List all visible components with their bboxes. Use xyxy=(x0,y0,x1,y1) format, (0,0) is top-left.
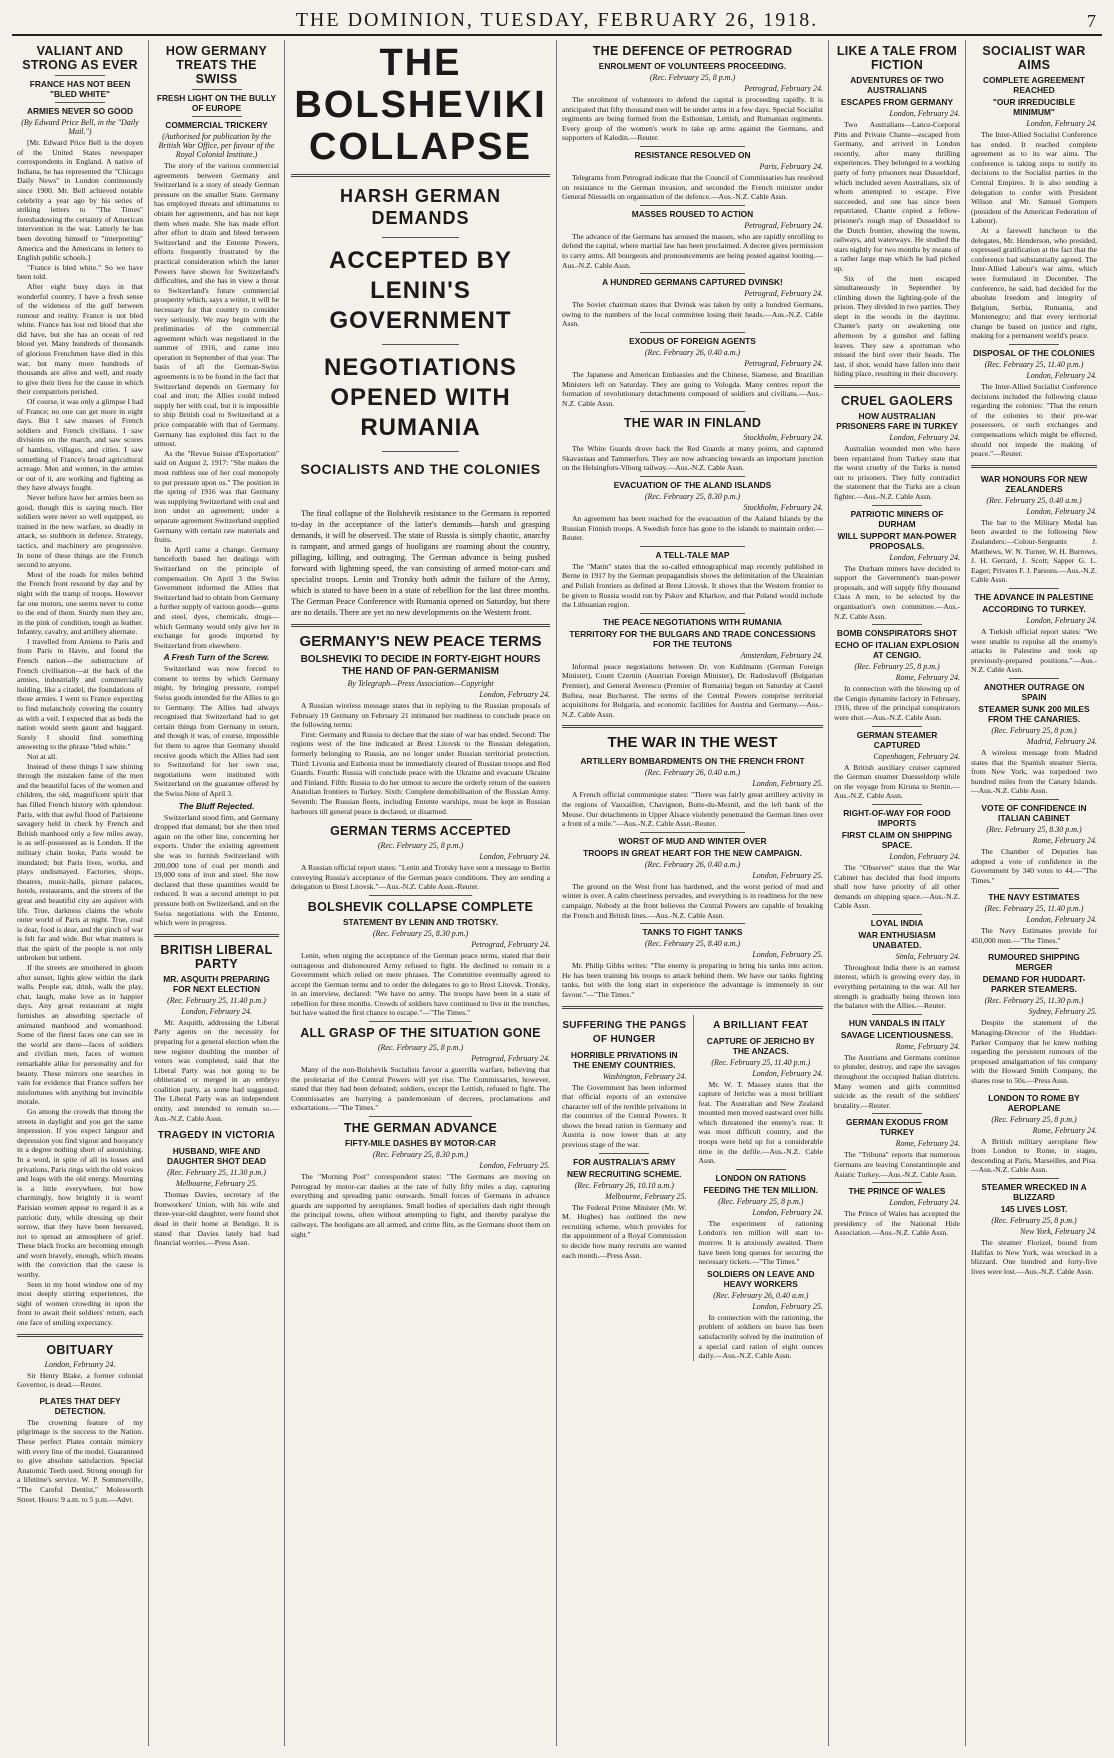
paragraph: The White Guards drove back the Red Guards at many points, and captured Skavastaas and Tammerfors. They are now advancing towards an important junction on the Helsingfors-Viborg railway.—Aus.-N.Z. Cable Assn. xyxy=(562,444,823,473)
subheadline: LONDON ON RATIONS xyxy=(715,1172,807,1183)
dateline: Petrograd, February 24. xyxy=(744,84,823,93)
paragraph: A British military aeroplane flew from London to Rome, in stages, descending at Paris, Marseilles, and Pisa.—Aus.-N.Z. Cable Assn. xyxy=(971,1136,1097,1175)
paragraph: The Inter-Allied Socialist Conference has ended. It reached complete agreement as to its war aims. The conference is taking steps to notify its decisions to the Socialist parties in the Central Empires. It is also sending a delegation to confer with President Wilson and Mr. Samuel Gompers (president of the American Federation of Labour). xyxy=(971,130,1097,226)
dateline: (Rec. February 25, 8.30 p.m.) xyxy=(372,928,469,938)
paragraph: The "Observer" states that the War Cabinet has decided that food imports shall now have priority of all other demands on shipping space.—Aus.-N.Z. Cable Assn. xyxy=(834,862,960,911)
subheadline: THE ADVANCE IN PALESTINE xyxy=(974,591,1094,602)
subheadline: LOYAL INDIA xyxy=(870,917,924,928)
subheadline: A HUNDRED GERMANS CAPTURED DVINSK! xyxy=(602,277,783,288)
dateline: (Rec. February 25, 11.40 p.m.) xyxy=(984,904,1084,914)
paragraph: The advance of the Germans has aroused the masses, who are rapidly enrolling to defend the capital, where martial law has been proclaimed. A decree gives permission to carry arms. All bourgeois and pronouncements are being posted against looting.—Aus.-N.Z. Cable Assn. xyxy=(562,231,823,270)
dateline: London, February 24. xyxy=(1026,119,1097,128)
subheadline: HORRIBLE PRIVATIONS IN THE ENEMY COUNTRIES. xyxy=(570,1049,678,1070)
dateline: London, February 24. xyxy=(889,433,960,443)
dateline: Petrograd, February 24. xyxy=(471,939,550,949)
subheadline: STEAMER SUNK 200 MILES FROM THE CANARIES. xyxy=(978,703,1090,724)
headline: HOW GERMANY TREATS THE SWISS xyxy=(165,44,268,86)
dateline: London, February 24. xyxy=(1026,506,1097,516)
subheadline: THE NAVY ESTIMATES xyxy=(988,892,1080,903)
subheadline: FRESH LIGHT ON THE BULLY OF EUROPE xyxy=(156,93,277,113)
paragraph: A wireless message from Madrid states that the Spanish steamer Sierra, from New York, was torpedoed two hundred miles from the Canary Islands.—Aus.-N.Z. Cable Assn. xyxy=(971,747,1097,796)
dateline: Amsterdam, February 24. xyxy=(740,650,823,660)
paragraph: First: Germany and Russia to declare that the state of war has ended. Second: The regions west of the line indicated at Brest Litovsk to the Russian delegation, formerly belonging to Russia, are no longer under Russian territorial protection. Third: Livonia and Esthonia must be immediately cleared of Russian troops and Red Guards. Fourth: Russia will conclude peace with the Ukraine and evacuate Ukraine and Finland. Fifth: Russia to do her utmost to secure the orderly return of the eastern Anatolian frontiers to Turkey. Sixth: Complete demobilisation of the Russian Army. Seventh: The Russian fleets, including Entente warships, must be kept in Russian harbours till general peace is declared, or disarmed. xyxy=(291,729,550,816)
paragraph: The Austrians and Germans continue to plunder, destroy, and rape the savages throughout the occupied Italian districts. Many women and girls committed suicide as the result of the soldiers' brutality.—Reuter. xyxy=(834,1052,960,1110)
dateline: (Rec. February 25, 8 p.m.) xyxy=(991,1216,1077,1225)
paragraph: Informal peace negotiations between Dr. von Kuhlmann (German Foreign Minister), Count Czernin (Austrian Foreign Minister), Dr. Radoslavoff (Bulgarian Premier), and General Averescu (Premier of Rumania) began on Saturday at Castel Buftea, near Bucharest. The terms of the Central Powers comprise territorial acquisitions for Bulgaria, and economic facilities for Austria and Germany.—Aus.-N.Z. Cable Assn. xyxy=(562,661,823,719)
dateline: London, February 25. xyxy=(752,779,823,789)
paragraph: The Inter-Allied Socialist Conference decisions included the following clause regarding the colonies: "That the return of the colonies to their pre-war possessors, or such exchanges and compensations which might be effected, should not impede the making of peace."—Reuter. xyxy=(971,382,1097,459)
paragraph: Despite the statement of the Managing-Director of the Huddart-Parker Company that he knew nothing regarding the persistent rumours of the proposed amalgamation of his company with the Howard Smith Company, the shares rose to 50s.—Press Assn. xyxy=(971,1018,1097,1086)
paragraph: A Russian wireless message states that in replying to the Russian proposals of February 19 Germany on February 21 intimated her readiness to conclude peace on the following terms: xyxy=(291,701,550,730)
paragraph: The Federal Prime Minister (Mr. W. M. Hughes) has outlined the new recruiting scheme, which provides for the appointment of a Royal Commission to decide how many recruits are wanted each month.—Press Assn. xyxy=(562,1202,687,1260)
subheadline: DEMAND FOR HUDDART-PARKER STEAMERS. xyxy=(982,974,1086,995)
dateline: Simla, February 24. xyxy=(895,951,960,961)
banner-subheadline: HARSH GERMAN DEMANDS xyxy=(339,186,501,228)
subheadline: THE PEACE NEGOTIATIONS WITH RUMANIA xyxy=(603,616,782,627)
bottom-left xyxy=(562,1015,687,1361)
byline: (Authorised for publication by the British War Office, per favour of the Royal Colonial Institute.) xyxy=(158,132,275,159)
dateline: (Rec. February 25, 8 p.m.) xyxy=(991,725,1077,735)
dateline: London, February 24. xyxy=(479,852,550,862)
paragraph: In connection with the rationing, the problem of soldiers on leave has been satisfactorily solved by the institution of a special card ration of eight ounces daily.—Aus.-N.Z. Cable Assn. xyxy=(698,1312,823,1361)
headline: SOCIALIST WAR AIMS xyxy=(982,44,1086,72)
subheadline: SAVAGE LICENTIOUSNESS. xyxy=(840,1029,954,1040)
headline: LIKE A TALE FROM FICTION xyxy=(836,44,958,72)
subheadline: ARTILLERY BOMBARDMENTS ON THE FRENCH FRONT xyxy=(580,756,805,767)
paragraph: Many of the non-Bolshevik Socialists favour a guerrilla warfare, believing that the proletariat of the Central Powers will yet rise. The Commissaries, however, stated that they had been defeated; soldiers, except the Lettish, refused to fight. The Commissaries are hurrying a pandemonium of decrees, proclamations and exhortations.—"The Times." xyxy=(291,1065,550,1113)
bolsheviki-feature xyxy=(284,40,556,1746)
subheadline: THE HAND OF PAN-GERMANISM xyxy=(341,666,500,677)
article-tragedy xyxy=(154,1129,279,1248)
headline: TRAGEDY IN VICTORIA xyxy=(157,1130,276,1142)
masthead xyxy=(12,6,1102,36)
paragraph: The Soviet chairman states that Dvinsk was taken by only a hundred Germans, owing to the numbers of the local committee losing their heads.—Aus.-N.Z. Cable Assn. xyxy=(562,300,823,329)
dateline: Washington, February 24. xyxy=(602,1071,687,1081)
paragraph: Mr. Philip Gibbs writes: "The enemy is preparing to bring his tanks into action. He has been training his troops to attack behind them. We have our tanks fighting tanks, but with the long start in experience the advantage is immensely in our favour."—"The Times." xyxy=(562,961,823,999)
article-swiss xyxy=(154,44,279,928)
column-7 xyxy=(828,40,965,1746)
paragraph: I travelled from Amiens to Paris and from Paris to Havre, and found the French nation—the substructure of French civilisation—at the back of the armies, industrially and commercially holding, like a citadel, the foundations of those armies. I went to France expecting to find melancholy covering the country as with a veil. I expected that as beds the nation would seem gaunt and haggard. Surely I should find something answering to the phrase "bled white." xyxy=(17,636,143,752)
paragraph: Lenin, when urging the acceptance of the German peace terms, stated that their outrageous and dishonoured Army refused to fight. He declined to remain in a Government which relied on mere phrases. The Committee eventually agreed to accept the German terms and to order the delegates to go to Brest Litovsk. Trotsky, in an interview, declared: "We have no army. The troops have been in a state of rebellion for three months. Crowds of soldiers have continued to live in the trenches, but have waited the first chance to escape."—"The Times." xyxy=(291,950,550,1018)
dateline: (Rec. February 25, 8 p.m.) xyxy=(991,1114,1077,1124)
byline: (By Edward Price Bell, in the "Daily Mail.") xyxy=(21,118,139,136)
subheadline: MR. ASQUITH PREPARING FOR NEXT ELECTION xyxy=(163,973,270,994)
dateline: Petrograd, February 24. xyxy=(744,220,823,230)
paragraph: In connection with the blowing up of the Cengio dynamite factory in February, 1916, three of the principal conspirators were shot.—Aus.-N.Z. Cable Assn. xyxy=(834,684,960,722)
paragraph: The Chamber of Deputies has adopted a vote of confidence in the Government by 340 votes to 44.—"The Times." xyxy=(971,846,1097,885)
dateline: (Rec. February 25, 11.40 p.m.) xyxy=(711,1057,811,1067)
paragraph: Six of the men escaped simultaneously in September by climbing down the lighting-pole of the prison. They divided in two parties. They slept in the woods in the daytime. Chante's party on awakening one afternoon by a gunshot and falling leaves. They saw a sportsman who missed the bird over their heads. The last, if shot, would have fallen into their hiding place, resulting in their discovery. xyxy=(834,273,960,379)
banner-headline: THE BOLSHEVIKI COLLAPSE xyxy=(294,42,547,168)
dateline: London, February 24. xyxy=(889,552,960,562)
paragraph: The "Tribuna" reports that numerous Germans are leaving Constantinople and Asiatic Turkey.—Aus.-N.Z. Cable Assn. xyxy=(834,1150,960,1179)
dateline: (Rec. February 25, 8 p.m.) xyxy=(718,1196,804,1206)
headline: ALL GRASP OF THE SITUATION GONE xyxy=(300,1026,541,1041)
subheadline: GERMAN STEAMER CAPTURED xyxy=(856,729,938,750)
paragraph: As the "Revue Suisse d'Exportation" said on August 2, 1917: "She makes the most ruthless use of her coal monopoly to put pressure upon us." The position in the spring of 1916 was that Germany was supplying Switzerland with coal and iron under an agreement; under a separate agreement Switzerland supplied Germany with certain raw materials and fruits. xyxy=(154,448,279,545)
paragraph: Never before have her armies been so good, though this is saying much. Her soldiers were never so well equipped, so trained in the new warfare, so deadly in attack, so stubborn in defence. Strategy, tactics, and machinery are progressive. In none of these things are the French second to anyone. xyxy=(17,492,143,570)
dateline: (Rec. February 25, 11.40 p.m.) xyxy=(984,360,1084,370)
dateline: Petrograd, February 24. xyxy=(744,358,823,368)
paragraph: "France is bled white." So we have been told. xyxy=(17,262,143,282)
subheadline: BOMB CONSPIRATORS SHOT xyxy=(836,628,958,639)
dateline: (Rec. February 26, 0.40 a.m.) xyxy=(644,768,741,778)
byline: By Telegraph—Press Association—Copyright xyxy=(347,679,494,688)
subheadline: RIGHT-OF-WAY FOR FOOD IMPORTS xyxy=(843,807,951,828)
subheadline: PATRIOTIC MINERS OF DURHAM xyxy=(850,508,944,529)
subheadline: GERMAN EXODUS FROM TURKEY xyxy=(846,1117,948,1138)
subheadline: HUN VANDALS IN ITALY xyxy=(848,1017,946,1028)
dateline: London, February 25. xyxy=(752,950,823,960)
article-liberal-party xyxy=(154,943,279,1124)
article-valiant xyxy=(17,44,143,1328)
headline: THE DEFENCE OF PETROGRAD xyxy=(592,44,793,58)
subheadline: ARMIES NEVER SO GOOD xyxy=(26,106,134,116)
subheadline: ENROLMENT OF VOLUNTEERS PROCEEDING. xyxy=(598,61,787,71)
subheadline: COMMERCIAL TRICKERY xyxy=(165,120,268,130)
bottom-right xyxy=(693,1015,824,1361)
dateline: London, February 24. xyxy=(752,1068,823,1078)
subheadline: WILL SUPPORT MAN-POWER PROPOSALS. xyxy=(837,530,957,551)
headline: BRITISH LIBERAL PARTY xyxy=(160,942,273,971)
dateline: Rome, February 24. xyxy=(895,673,960,683)
paragraph: The ground on the West front has hardened, and the worst period of mud and winter is over. A calm cheeriness pervades, and everything is in readiness for the new campaign. Nobody at the front believes the Central Powers are capable of breaking the French and British lines.—Aus.-N.Z. Cable Assn. xyxy=(562,881,823,920)
paragraph: Australian wounded men who have been repatriated from Turkey state that the worst cruelty of the Turks is meted out to prisoners. They fully contradict the statement that the Turks are a clean fighter.—Aus.-N.Z. Cable Assn. xyxy=(834,444,960,501)
dateline: (Rec. February 25, 8 p.m.) xyxy=(377,841,464,851)
dateline: London, February 24. xyxy=(889,109,960,118)
subheadline: ADVENTURES OF TWO AUSTRALIANS xyxy=(850,75,944,95)
headline: GERMANY'S NEW PEACE TERMS xyxy=(299,633,542,650)
subheadline: 145 LIVES LOST. xyxy=(1000,1204,1068,1214)
banner-subheadline: NEGOTIATIONS OPENED WITH RUMANIA xyxy=(324,354,517,441)
dateline: New York, February 24. xyxy=(1020,1227,1097,1236)
subheadline: ECHO OF ITALIAN EXPLOSION AT CENGIO. xyxy=(834,640,960,661)
paragraph: Throughout India there is an earnest interest, which is growing every day, in everything pertaining to the war. All her strength is gradually being thrown into the balance with the Allies.—Reuter. xyxy=(834,962,960,1011)
dateline: Petrograd, February 24. xyxy=(744,289,823,299)
banner-subheadline: ACCEPTED BY LENIN'S GOVERNMENT xyxy=(328,247,513,334)
paragraph: The Navy Estimates provide for 450,000 men.—"The Times." xyxy=(971,926,1097,945)
advertisement-plates xyxy=(17,1396,143,1504)
subheadline: EXODUS OF FOREIGN AGENTS xyxy=(629,335,756,346)
headline: SUFFERING THE PANGS OF HUNGER xyxy=(562,1019,687,1045)
subheadline: FEEDING THE TEN MILLION. xyxy=(703,1184,818,1195)
dateline: (Rec. February 26, 0.40 a.m.) xyxy=(644,859,741,869)
paragraph: The steamer Florizel, bound from Halifax to New York, was wrecked in a blizzard. One hundred and forty-five lives were lost.—Aus.-N.Z. Cable Assn. xyxy=(971,1238,1097,1276)
paragraph: The story of the various commercial agreements between Germany and Switzerland is a story of steady German pressure on the smaller State. Germany has employed threats and ultimatums to obtain her agreements, and has not kept them when made. She has made effort after effort to drain and bleed between Switzerland and the Entente Powers, efforts frequently frustrated by the practical consideration which the latter Powers have shown for Switzerland's difficulties, and she has in view a threat to Switzerland's future commercial prosperity which, says a writer, it will be necessary for that country to consider very seriously. We may begin with the preliminaries of the commercial agreement which was negotiated in the summer of 1916, and came into operation in September of that year. The basis of all the German-Swiss agreements is to be found in the fact that Switzerland depends on Germany for coal and iron; the Allies could indeed supply her with coal, but it is impossible to ship British coal to Switzerland at a price comparable with that of Germany. Germany has exploited this fact to the utmost. xyxy=(154,161,279,449)
paragraph: A British auxiliary cruiser captured the German steamer Duesseldorp while on the voyage from Kiruna to Stettin.—Aus.-N.Z. Cable Assn. xyxy=(834,762,960,801)
paragraph: Switzerland stood firm, and Germany dropped that demand; but she then tried again on the other line, concerning her exports. Under the existing agreement she was to furnish Switzerland with 200,000 tons of coal per month and 19,000 tons of iron and steel. She now declared that these quantities would be reduced. It was a second attempt to put pressure both on Switzerland, and on the Swiss negotiations with the Entente, which were in progress. xyxy=(154,812,279,928)
paragraph: Most of the roads for miles behind the French front resound by day and by night with the tramp of troops. However far one motors, one seems never to come to the end of them. Sturdy men they are, in the pink of condition, tough as leather. Infantry, cavalry, and artillery alternate. xyxy=(17,569,143,637)
subheadline: ACCORDING TO TURKEY. xyxy=(982,603,1086,614)
headline: OBITUARY xyxy=(46,1342,114,1357)
dateline: Melbourne, February 25. xyxy=(605,1191,687,1201)
paragraph: Seen in my hotel window one of my most deeply stirring experiences, the sight of women crowding in upon the front to await their soldiers' return, each one face of smiling expectancy. xyxy=(17,1279,143,1328)
paragraph: The Prince of Wales has accepted the presidency of the National Hide Association.—Aus.-N.Z. Cable Assn. xyxy=(834,1209,960,1238)
banner-subheadline: SOCIALISTS AND THE COLONIES xyxy=(300,461,541,477)
subheadline: ESCAPES FROM GERMANY xyxy=(840,97,954,107)
headline: THE WAR IN THE WEST xyxy=(607,734,778,752)
dateline: Stockholm, February 24. xyxy=(743,433,823,443)
dateline: (Rec. February 25, 11.30 p.m.) xyxy=(984,996,1084,1006)
paragraph: Mr. W. T. Massey states that the capture of Jericho was a most brilliant feat. The Australian and New Zealand mounted men moved eastward over hills which threatened the enemy's rear. It was most difficult country, and the troops were held up for a considerable time in the defile.—Aus.-N.Z. Cable Assn. xyxy=(698,1079,823,1166)
paragraph: An agreement has been reached for the evacuation of the Aaland Islands by the Russian Finnish troops. A Swedish force has gone to the islands to maintain order.—Reuter. xyxy=(562,514,823,543)
dateline: (Rec. February 25, 8 p.m.) xyxy=(854,662,940,672)
paragraph: The Durham miners have decided to support the Government's man-power proposals, and will supply fifty thousand Class A men, to be selected by the organisation's own committee.—Aus.-N.Z. Cable Assn. xyxy=(834,563,960,621)
subheadline: FRANCE HAS NOT BEEN "BLED WHITE" xyxy=(29,79,131,99)
subheadline: BOLSHEVIKI TO DECIDE IN FORTY-EIGHT HOURS xyxy=(300,654,541,665)
paragraph: Switzerland was now forced to consent to terms by which Germany might, by bringing pressure, compel Swiss goods intended for the Allies to go to Germany. The Allies had always recognised that Switzerland had to get certain things from Germany in return, and though it was, of course, impossible for them to agree that Germany should receive goods which the Allies had sent to Switzerland for her own use, negotiations were instituted with Switzerland on the guarantee offered by the Swiss Note of April 3. xyxy=(154,664,279,798)
paragraph: The Japanese and American Embassies and the Chinese, Siamese, and Brazilian Ministers left on Saturday. They are going to Vologda. Many centres report the formation of revolutionary detachments composed of soldiers and civilians.—Aus.-N.Z. Cable Assn. xyxy=(562,369,823,408)
subheadline: STATEMENT BY LENIN AND TROTSKY. xyxy=(342,916,499,927)
paragraph: After eight busy days in that wonderful country, I have a fresh sense of the wideness of the gulf between rumour and reality. France is not bled white. France has lost red blood that she did have, but she has an ocean of red blood yet. Many hundreds of thousands of glorious Frenchmen have died in this war, but many more hundreds of thousands are alive and well, and ready to give their lives for the cause in which their compatriots perished. xyxy=(17,281,143,397)
subheadline: WORST OF MUD AND WINTER OVER xyxy=(618,835,767,846)
subheadline: TERRITORY FOR THE BULGARS AND TRADE CONCESSIONS FOR THE TEUTONS xyxy=(569,628,816,649)
column-5-6 xyxy=(556,40,828,1746)
paragraph: Thomas Davies, secretary of the Ironworkers' Union, with his wife and three-year-old daughter, were found shot dead in their home at Bendigo. It is stated that Davies lately had had financial worries.—Press Assn. xyxy=(154,1190,279,1248)
subheadline: FIFTY-MILE DASHES BY MOTOR-CAR xyxy=(345,1138,496,1149)
paragraph: A Turkish official report states: "We were unable to repulse all the enemy's attacks in Palestine and took up previously-prepared positions."—Aus.-N.Z. Cable Assn. xyxy=(971,626,1097,675)
dateline: Rome, February 24. xyxy=(1032,1125,1097,1135)
headline: A BRILLIANT FEAT xyxy=(713,1019,809,1031)
paragraph: In April came a change. Germany henceforth based her dealings with Switzerland on the principle of compensation. On April 3 the Swiss Government informed the Allies that Switzerland had to obtain from Germany a further supply of various goods—gums and steel, dyes, chemicals, drugs—which Germany would only give her in exchange for goods imported by Switzerland from elsewhere. xyxy=(154,544,279,650)
ad-headline: PLATES THAT DEFY DETECTION. xyxy=(39,1395,121,1416)
paragraph: Of course, it was only a glimpse I had of France; no one can get more in eight days. But I saw masses of French soldiers and French civilians. I saw divisions on the march, and saw scores of hamlets, villages, and cities. I saw something of France's broad agricultural acreage. Men and women, in the armies or out of it, are working and fighting as they have always fought. xyxy=(17,397,143,493)
column-1 xyxy=(12,40,148,1746)
headline: BOLSHEVIK COLLAPSE COMPLETE xyxy=(307,899,534,914)
dateline: (Rec. February 25, 8.40 a.m.) xyxy=(644,939,741,949)
dateline: London, February 24. xyxy=(44,1359,116,1369)
dateline: (Rec. February 26, 0.40 a.m.) xyxy=(644,347,741,357)
column-8 xyxy=(965,40,1102,1746)
subheadline: COMPLETE AGREEMENT REACHED xyxy=(982,75,1086,95)
paragraph: A French official communique states: "There was fairly great artillery activity in the regions of Vauxaillon, Chavignon, Butte-du-Mesnil, and the left bank of the Meuse. Our detachments in Upper Alsace violently penetrated the German lines over a front of a mile."—Aus.-N.Z. Cable Assn.-Reuter. xyxy=(562,790,823,829)
dateline: London, February 24. xyxy=(752,1207,823,1217)
dateline: Rome, February 24. xyxy=(895,1041,960,1051)
subheadline: TANKS TO FIGHT TANKS xyxy=(642,927,743,938)
dateline: London, February 25. xyxy=(752,1301,823,1311)
paragraph: Go among the crowds that throng the streets in daylight and you get the same impression. If you expect languor and depression you find vigour and buoyancy in a degree nothing short of astonishing. In a word, in spite of all its losses and privations, Paris rings with the old voices and leaps with the old energy. Mourning is a little everywhere, but how charmingly, how brightly it is worn! Parisian women appear to regard it as a patriotic duty, while dressing up their sorrow, that they have been bereaved, not to spread an atmosphere of grief. These black frocks are becoming enough and worn bravely, enough, which means with the conviction that the cause is worthy. xyxy=(17,1106,143,1280)
dateline: London, February 24. xyxy=(889,1198,960,1208)
dateline: (Rec. February 26, 10.10 a.m.) xyxy=(574,1180,674,1190)
dateline: London, February 25. xyxy=(479,1161,550,1171)
paragraph: Instead of these things I saw shining through the mistaken fame of the men and the beautiful faces of the women and children, the old, magnificent spirit that has filled French history with splendour. Paris, with that awful flood of Parisienne savagery held in check by French and British manhood only a few miles away, is as self-possessed as is London. If the military chain broke, Paris would be inundated; but Paris lives, works, and plays undismayed. Factories, shops, theatres, music-halls, picture palaces, hotels, restaurants, and the streets of the great and beautiful city are aquiver with life. True, darkness claims the whole outer world of Paris at night. True, coal is dear, food is dear, and the pinch of war is felt far and wide. But what matters is that the spirit of the people is not only unbroken but unbent. xyxy=(17,761,143,963)
dateline: (Rec. February 25, 8.30 p.m.) xyxy=(644,492,741,502)
column-2 xyxy=(148,40,284,1746)
dateline: (Rec. February 25, 8.30 p.m.) xyxy=(986,824,1082,834)
subheadline: FOR AUSTRALIA'S ARMY xyxy=(573,1156,676,1167)
newspaper-title: THE DOMINION, TUESDAY, FEBRUARY 26, 1918. xyxy=(295,9,819,31)
subheadline: STEAMER WRECKED IN A BLIZZARD xyxy=(981,1182,1087,1202)
dateline: London, February 24. xyxy=(479,690,550,699)
dateline: (Rec. February 25, 8 p.m.) xyxy=(649,73,736,82)
paragraph: At a farewell luncheon to the delegates, Mr. Henderson, who presided, expressed gratification at the fact that the conference had substantially agreed. The Inter-Allied Labour's war aims, which were formulated in December. The conference, he said, had decided for the absolute freedom and integrity of Belgium, Serbia, Rumania, and Montenegro; and that every territorial change be based on justice and right, making for a permanent world's peace. xyxy=(971,225,1097,341)
article-obituary xyxy=(17,1343,143,1390)
subheadline: A TELL-TALE MAP xyxy=(655,549,730,560)
dateline: Stockholm, February 24. xyxy=(743,503,823,513)
dateline: (Rec. February 26, 0.40 a.m.) xyxy=(713,1290,809,1300)
page-number: 7 xyxy=(1087,11,1096,31)
subheadline: HOW AUSTRALIAN PRISONERS FARE IN TURKEY xyxy=(836,411,958,432)
subheadline: "OUR IRREDUCIBLE MINIMUM" xyxy=(992,97,1076,117)
dateline: Melbourne, February 25. xyxy=(175,1179,258,1189)
subheadline: EVACUATION OF THE ALAND ISLANDS xyxy=(613,480,772,491)
subheadline: VOTE OF CONFIDENCE IN ITALIAN CABINET xyxy=(981,802,1087,823)
paragraph: If the streets are smothered in gloom after sunset, lights glow within the dark walls. People eat, drink, walk the play, chat, laugh, make love as in happier days. Any great restaurant at night furnishes an absorbing spectacle of animated manhood and womanhood. Some of the finest faces one can see in the world are there—faces of soldiers and civilian men, faces of women remarkable alike for personality and for beauty. These mirrors one searches in vain for evidence that France suffers her misfortunes with anything but invincible morale. xyxy=(17,963,143,1107)
dateline: London, February 24. xyxy=(1026,615,1097,625)
paragraph: The "Matin" states that the so-called ethnographical map recently published in Berne in 1917 by the German propagandists shows the delimitation of the Ukrainian and Polish frontiers as defined at Brest Litovsk. It shows that the Western frontier to be given to Russia would run by Pskov and Kharkov, and that Poland would include the Lithuanian region. xyxy=(562,561,823,610)
subheadline: RUMOURED SHIPPING MERGER xyxy=(988,952,1080,973)
paragraph: [Mr. Edward Price Bell is the doyen of the United States newspaper correspondents in England. A native of Indiana, he has represented the "Chicago Daily News" in London continuously since 1900. Mr. Bell achieved notable celebrity a year ago by his series of striking letters to "The Times" foreshadowing the certainty of American intervention in the war. Latterly he has been devoting himself to "interpreting" America and the Americans in letters to English public schools.] xyxy=(17,138,143,263)
headline: THE WAR IN FINLAND xyxy=(623,416,762,431)
section-heading: A Fresh Turn of the Screw. xyxy=(163,652,270,663)
subheadline: CAPTURE OF JERICHO BY THE ANZACS. xyxy=(706,1035,815,1056)
dateline: Rome, February 24. xyxy=(1032,835,1097,845)
dateline: Paris, February 24. xyxy=(759,161,823,171)
bottom-split xyxy=(562,1015,823,1361)
subheadline: RESISTANCE RESOLVED ON xyxy=(634,149,751,160)
dateline: London, February 24. xyxy=(1026,915,1097,925)
subheadline: WAR ENTHUSIASM UNABATED. xyxy=(858,929,936,950)
paragraph: Telegrams from Petrograd indicate that the Council of Commissaries has resolved on resistance to the German invasion, and seconded the French minister under General Niessells on organisation of the defence.—Aus.-N.Z. Cable Assn. xyxy=(562,172,823,202)
dateline: London, February 25. xyxy=(752,870,823,880)
subheadline: FIRST CLAIM ON SHIPPING SPACE. xyxy=(841,829,953,850)
paragraph: The bar to the Military Medal has been awarded to the following New Zealanders:—Colour-Sergeants J. Matthews, W. N. Turner, W. H. Burrows, J. H. Gerrard, J. Scott; Sapper G. L. Eager; Privates F. J. Parsons.—Aus.-N.Z. Cable Assn. xyxy=(971,517,1097,585)
paragraph: The Government has been informed that official reports of an extensive character tell of the terrible privations in the countries of the Central Powers. It shows the bread ration in Germany and Austria is now lower than at any previous stage of the war. xyxy=(562,1082,687,1150)
subheadline: HUSBAND, WIFE AND DAUGHTER SHOT DEAD xyxy=(166,1146,267,1167)
section-heading: The Bluff Rejected. xyxy=(178,800,255,811)
dateline: (Rec. February 25, 11.40 p.m.) xyxy=(167,995,266,1005)
dateline: London, February 24. xyxy=(181,1006,252,1016)
dateline: Copenhagen, February 24. xyxy=(873,751,960,761)
subheadline: NEW RECRUITING SCHEME. xyxy=(567,1168,682,1179)
headline: THE GERMAN ADVANCE xyxy=(343,1121,498,1136)
dateline: (Rec. February 25, 8.30 p.m.) xyxy=(372,1150,469,1160)
subheadline: THE PRINCE OF WALES xyxy=(848,1186,946,1197)
paragraph: Mr. Asquith, addressing the Liberal Party agents on the necessity for preparing for a general election when the new register doubling the number of voters was completed, said that the Liberal Party was not going to be obliterated or merged in an embryo coalition party, as some had suggested. The Liberal Party was an independent entity, and intended to remain so.—Aus.-N.Z. Cable Assn. xyxy=(154,1017,279,1123)
dateline: Rome, February 24. xyxy=(895,1139,960,1149)
headline: CRUEL GAOLERS xyxy=(840,394,953,409)
headline: GERMAN TERMS ACCEPTED xyxy=(330,824,511,839)
subheadline: TROOPS IN GREAT HEART FOR THE NEW CAMPAIGN. xyxy=(583,847,802,858)
paragraph: The experiment of rationing London's ten million will start to-morrow. It is anxiously awaited. There have been long queues for securing the necessary tickets.—"The Times." xyxy=(698,1218,823,1267)
subheadline: SOLDIERS ON LEAVE AND HEAVY WORKERS xyxy=(707,1268,815,1289)
paragraph: A Russian official report states: "Lenin and Trotsky have sent a message to Berlin conveying Russia's acceptance of the German peace conditions. They are sending a delegation to Brest Litovsk."—Aus.-N.Z. Cable Assn.-Reuter. xyxy=(291,863,550,892)
paragraph: The enrolment of volunteers to defend the capital is proceeding rapidly. It is anticipated that fifty thousand men will be under arms in a few days. Special Socialist regiments are being formed from the Esthonian, Lettish, and Rumanian regiments. Every group of the women's work to take up arms against the Germans, and supporters of Kaledin.—Reuter. xyxy=(562,95,823,143)
subheadline: LONDON TO ROME BY AEROPLANE xyxy=(988,1092,1080,1113)
dateline: Madrid, February 24. xyxy=(1026,736,1097,746)
headline: VALIANT AND STRONG AS EVER xyxy=(22,44,138,72)
dateline: (Rec. February 25, 11.30 p.m.) xyxy=(167,1168,266,1178)
dateline: London, February 24. xyxy=(1026,371,1097,381)
ad-text: The crowning feature of my pilgrimage is the success to the Nation. These perfect Plates contain mimicry with every line of the model. Guaranteed to give absolute satisfaction. Special Anatomic Teeth used. Strong enough for a lifetime's service. W. P. Sommerville, "The Careful Dentist," Molesworth Street. Hours: 9 a.m. to 5 p.m.—Advt. xyxy=(17,1417,143,1504)
subheadline: WAR HONOURS FOR NEW ZEALANDERS xyxy=(980,473,1088,494)
paragraph: Sir Henry Blake, a former colonial Governor, is dead.—Reuter. xyxy=(17,1370,143,1390)
subheadline: ANOTHER OUTRAGE ON SPAIN xyxy=(983,681,1085,702)
subheadline: MASSES ROUSED TO ACTION xyxy=(631,208,754,219)
newspaper-page xyxy=(12,6,1102,1746)
dateline: Petrograd, February 24. xyxy=(471,1054,550,1064)
dateline: Sydney, February 25. xyxy=(1028,1007,1097,1017)
dateline: London, February 24. xyxy=(889,851,960,861)
lead-paragraph: The final collapse of the Bolshevik resistance to the Germans is reported to-day in the acceptance of the latter's demands—harsh and grasping demands, it will be observed. The state of Russia is simply chaotic, anarchy is rampant, and armed gangs of hooligans are roaming about the country, pillaging, killing, and outraging. The German advance is being pushed forward with lightning speed, the van consisting of armed motor-cars and specialist troops. Lenin and Trotsky both admit the failure of the Army, which is stated to have been in a state of rebellion for the last three months. The German Peace Conference with Rumania opened on Saturday, but there are no details. There are yet no new developments on the Western front. xyxy=(291,509,550,617)
subheadline: DISPOSAL OF THE COLONIES xyxy=(973,348,1095,359)
paragraph: Not at all. xyxy=(27,752,58,761)
paragraph: The "Morning Post" correspondent states: "The Germans are moving on Petrograd by motor-car dashes at the rate of fully fifty miles a day, capturing everything and spreading panic outwards. Small forces of Germans in advance guards are supported by aeroplanes. Small bodies of specialists dash right through the principal towns, often without attempting to fight, and thereby paralyse the railways. The hooligans are all armed, and crime flits, as the Germans shoot them on sight." xyxy=(291,1172,550,1239)
dateline: (Rec. February 25, 8 p.m.) xyxy=(377,1043,464,1053)
paragraph: Two Australians—Lance-Corporal Pitts and Private Chante—escaped from Germany, and arrived in London recently, after many thrilling experiences. They belonged to a working party of forty prisoners near Dusseldorf, which included seven Australians, six of whom attempted to escape. Five succeeded, and one has since been repatriated. Chante copied a fellow-prisoner's rough map of Dusseldorf to the Dutch frontier, showing the towns, railways, and waterways. He studied the stars nightly for two months by means of a rather large map which he had picked up. xyxy=(834,120,960,273)
dateline: (Rec. February 25, 0.40 a.m.) xyxy=(986,495,1082,505)
